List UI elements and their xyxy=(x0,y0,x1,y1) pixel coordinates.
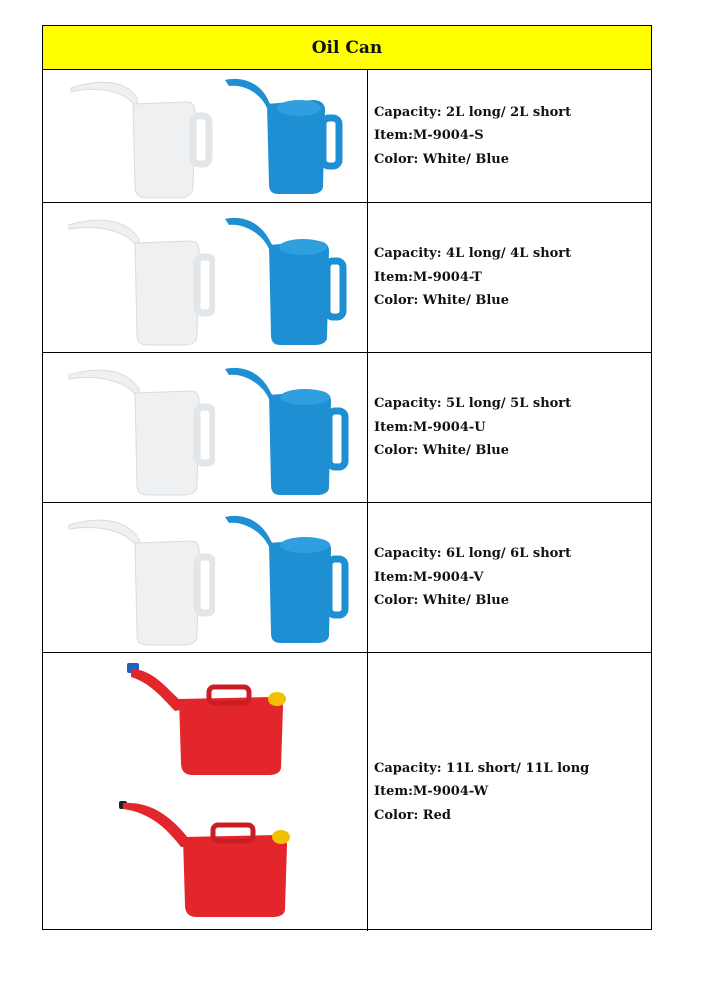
product-details xyxy=(368,70,651,202)
capacity-text: Capacity: 5L long/ 5L short xyxy=(374,396,572,412)
product-table xyxy=(42,25,652,930)
capacity-text: Capacity: 6L long/ 6L short xyxy=(374,546,572,562)
item-number: Item:M-9004-T xyxy=(374,269,482,285)
color-text: Color: White/ Blue xyxy=(374,593,509,609)
capacity-text: Capacity: 4L long/ 4L short xyxy=(374,246,572,262)
color-text: Color: White/ Blue xyxy=(374,293,509,309)
product-image-cell xyxy=(43,503,368,652)
capacity-text: Capacity: 11L short/ 11L long xyxy=(374,760,590,776)
item-number: Item:M-9004-U xyxy=(374,419,486,435)
blue-oil-can-image xyxy=(221,213,351,348)
white-oil-can-image xyxy=(65,363,215,498)
color-text: Color: White/ Blue xyxy=(374,151,509,167)
product-details xyxy=(368,503,651,652)
table-row xyxy=(43,353,651,503)
red-jerrycan-short-spout-image xyxy=(123,659,293,779)
blue-oil-can-image xyxy=(221,511,351,646)
blue-oil-can-image xyxy=(221,74,351,199)
white-oil-can-image xyxy=(65,76,215,201)
table-row xyxy=(43,503,651,653)
product-image-cell xyxy=(43,353,368,502)
product-details xyxy=(368,353,651,502)
color-text: Color: Red xyxy=(374,807,451,823)
white-oil-can-image xyxy=(65,513,215,648)
blue-oil-can-image xyxy=(221,363,351,498)
product-image-cell xyxy=(43,70,368,202)
color-text: Color: White/ Blue xyxy=(374,443,509,459)
product-details xyxy=(368,203,651,352)
white-oil-can-image xyxy=(65,213,215,348)
table-row xyxy=(43,203,651,353)
table-row xyxy=(43,70,651,203)
capacity-text: Capacity: 2L long/ 2L short xyxy=(374,104,572,120)
item-number: Item:M-9004-W xyxy=(374,784,489,800)
red-jerrycan-long-spout-image xyxy=(117,797,297,921)
item-number: Item:M-9004-V xyxy=(374,569,484,585)
table-row xyxy=(43,653,651,931)
product-image-cell xyxy=(43,203,368,352)
table-title: Oil Can xyxy=(43,26,651,70)
product-image-cell xyxy=(43,653,368,931)
item-number: Item:M-9004-S xyxy=(374,128,484,144)
product-details xyxy=(368,653,651,931)
